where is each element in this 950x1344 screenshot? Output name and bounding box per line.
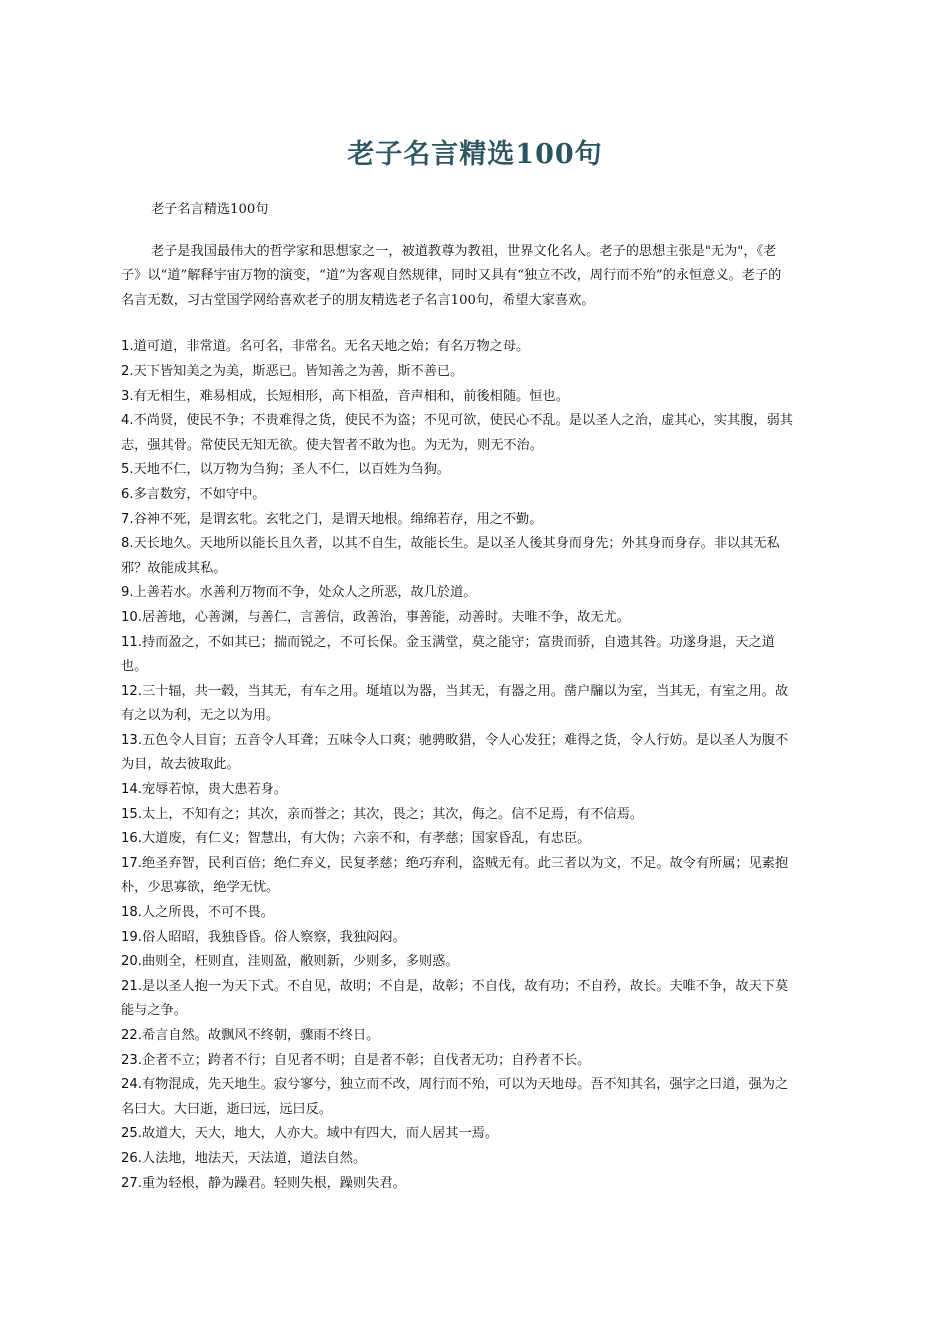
quote-number: 24. [121,1077,142,1093]
quote-text: 三十辐，共一毂，当其无，有车之用。埏埴以为器，当其无，有器之用。凿户牖以为室，当其无，有室之用。故有之以为利，无之以为用。 [121,683,789,724]
quote-text: 有无相生，难易相成，长短相形，高下相盈，音声相和，前後相随。恒也。 [133,388,569,404]
quote-text: 居善地，心善渊，与善仁，言善信，政善治，事善能，动善时。夫唯不争，故无尤。 [141,609,630,625]
quote-text: 五色令人目盲；五音令人耳聋；五味令人口爽；驰骋畋猎，令人心发狂；难得之货，令人行妨。是以圣人为腹不为目，故去彼取此。 [121,732,789,773]
quote-item [121,409,793,458]
quote-item [121,385,793,410]
document-subtitle: 老子名言精选100句 [151,202,269,217]
quote-number: 20. [121,954,142,970]
quote-item [121,926,793,951]
quote-item [121,1049,793,1074]
quote-item [121,508,793,533]
quote-text: 人法地，地法天，天法道，道法自然。 [141,1150,367,1166]
quote-item [121,975,793,1024]
quote-number: 2. [121,363,134,379]
quote-text: 谷神不死，是谓玄牝。玄牝之门，是谓天地根。绵绵若存，用之不勤。 [133,511,543,527]
quote-text: 不尚贤，使民不争；不贵难得之货，使民不为盗；不见可欲，使民心不乱。是以圣人之治，虚其心，实其腹，弱其志，强其骨。常使民无知无欲。使夫智者不敢为也。为无为，则无不治。 [121,413,793,453]
quote-item [121,901,793,926]
quote-item [121,680,793,729]
quote-item [121,1073,793,1122]
quote-text: 大道废，有仁义；智慧出，有大伪；六亲不和，有孝慈；国家昏乱，有忠臣。 [141,831,591,847]
quote-text: 人之所畏，不可不畏。 [141,905,274,921]
quote-number: 5. [121,462,134,478]
quote-number: 26. [121,1150,142,1166]
quote-number: 10. [121,609,142,625]
intro-paragraph: 老子是我国最伟大的哲学家和思想家之一，被道教尊为教祖，世界文化名人。老子的思想主张是"无为"，《老子》以“道”解释宇宙万物的演变，“道”为客观自然规律，同时又具有“独立不改，周行而不殆”的永恒意义。老子的名言无数，习古堂国学网给喜欢老子的朋友精选老子名言100句，希望大家喜欢。 [121,243,782,308]
quote-number: 14. [121,782,142,798]
quote-item [121,778,793,803]
quote-item [121,827,793,852]
quote-item [121,852,793,901]
quote-item [121,458,793,483]
quote-text: 故道大，天大，地大，人亦大。域中有四大，而人居其一焉。 [141,1126,499,1142]
quote-item [121,483,793,508]
quote-number: 13. [121,732,142,748]
quote-text: 太上，不知有之；其次，亲而誉之；其次，畏之；其次，侮之。信不足焉，有不信焉。 [141,806,644,822]
quote-text: 天下皆知美之为美，斯恶已。皆知善之为善，斯不善已。 [133,363,464,379]
quote-text: 有物混成，先天地生。寂兮寥兮，独立而不改，周行而不殆，可以为天地母。吾不知其名，强字之曰道，强为之名曰大。大曰逝，逝曰远，远曰反。 [121,1077,789,1117]
quote-text: 上善若水。水善利万物而不争，处众人之所恶，故几於道。 [133,585,477,601]
quote-text: 持而盈之，不如其已；揣而锐之，不可长保。金玉满堂，莫之能守；富贵而骄，自遗其咎。功遂身退，天之道也。 [121,634,775,675]
quote-number: 22. [121,1028,142,1043]
quote-text: 企者不立；跨者不行；自见者不明；自是者不彰；自伐者无功；自矜者不长。 [141,1052,591,1068]
quote-number: 23. [121,1052,142,1068]
quote-number: 25. [121,1126,142,1142]
quote-item [121,1147,793,1172]
quote-number: 27. [121,1175,142,1191]
quote-text: 多言数穷，不如守中。 [133,486,266,502]
document-title: 老子名言精选100句 [347,139,603,170]
quote-text: 天长地久。天地所以能长且久者，以其不自生，故能长生。是以圣人後其身而身先；外其身而身存。非以其无私邪？故能成其私。 [121,536,780,576]
quote-number: 7. [121,511,134,527]
quote-text: 宠辱若惊，贵大患若身。 [141,782,288,798]
quote-item [121,360,793,385]
quote-item [121,581,793,606]
quote-item [121,729,793,778]
quote-number: 3. [121,388,134,404]
quote-number: 19. [121,929,142,945]
quote-text: 道可道，非常道。名可名，非常名。无名天地之始；有名万物之母。 [133,339,530,355]
quote-item [121,1122,793,1147]
quote-list [121,335,793,1196]
quote-text: 是以圣人抱一为天下式。不自见，故明；不自是，故彰；不自伐，故有功；不自矜，故长。夫唯不争，故天下莫能与之争。 [121,978,789,1019]
quote-text: 绝圣弃智，民利百倍；绝仁弃义，民复孝慈；绝巧弃利，盗贼无有。此三者以为文，不足。故令有所属；见素抱朴，少思寡欲，绝学无忧。 [121,855,789,896]
quote-text: 天地不仁，以万物为刍狗；圣人不仁，以百姓为刍狗。 [133,462,451,478]
quote-number: 18. [121,905,142,921]
quote-number: 1. [121,339,134,355]
quote-number: 6. [121,486,134,502]
quote-text: 希言自然。故飘风不终朝，骤雨不终日。 [141,1028,380,1043]
quote-number: 12. [121,683,142,699]
quote-number: 21. [121,978,142,994]
document-body [121,198,793,1196]
quote-item [121,335,793,360]
quote-item [121,1024,793,1049]
quote-number: 8. [121,536,134,552]
quote-number: 9. [121,585,134,601]
quote-item [121,606,793,631]
quote-item [121,532,793,581]
quote-item [121,1172,793,1197]
quote-item [121,803,793,828]
quote-text: 重为轻根，静为躁君。轻则失根，躁则失君。 [141,1175,406,1191]
quote-item [121,631,793,680]
quote-item [121,950,793,975]
quote-number: 4. [121,413,134,429]
quote-number: 11. [121,634,142,650]
quote-text: 曲则全，枉则直，洼则盈，敝则新，少则多，多则惑。 [141,954,459,970]
quote-number: 17. [121,855,142,871]
quote-text: 俗人昭昭，我独昏昏。俗人察察，我独闷闷。 [141,929,406,945]
quote-number: 15. [121,806,142,822]
quote-number: 16. [121,831,142,847]
